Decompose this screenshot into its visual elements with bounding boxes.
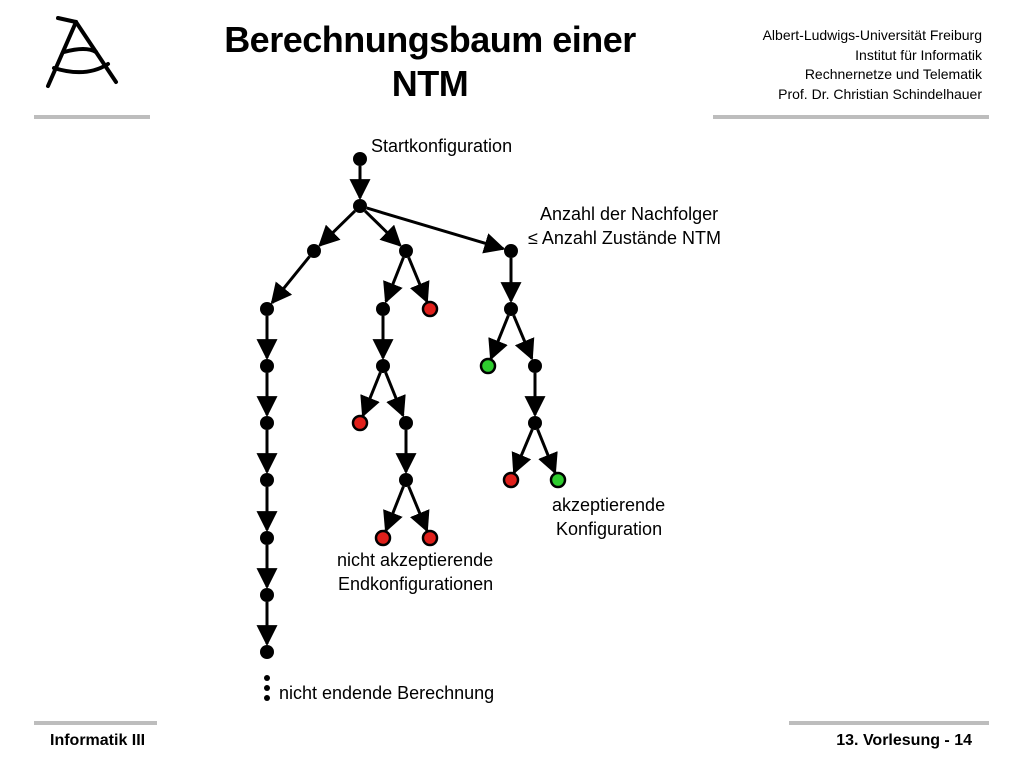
- tree-edge: [491, 315, 508, 358]
- footer-rule-right: [789, 721, 989, 725]
- footer-rule-left: [34, 721, 157, 725]
- tree-edge: [409, 486, 427, 530]
- rejecting-end-configuration-node: [423, 302, 437, 316]
- tree-edge: [386, 372, 403, 415]
- label-rejecting-line-2: Endkonfigurationen: [338, 574, 494, 594]
- tree-edge: [363, 372, 380, 415]
- configuration-node: [260, 416, 274, 430]
- slide-title-line-2: NTM: [391, 63, 469, 104]
- configuration-node: [260, 302, 274, 316]
- configuration-node: [399, 473, 413, 487]
- configuration-node: [504, 244, 518, 258]
- tree-edge: [514, 429, 532, 472]
- institution-university: Albert-Ludwigs-Universität Freiburg: [762, 27, 982, 43]
- configuration-node: [504, 302, 518, 316]
- configuration-node: [260, 359, 274, 373]
- label-accepting-line-1: akzeptierende: [552, 495, 666, 515]
- configuration-node: [528, 359, 542, 373]
- configuration-node: [376, 302, 390, 316]
- label-rejecting-line-1: nicht akzeptierende: [337, 550, 494, 570]
- configuration-node: [260, 473, 274, 487]
- label-successor-count-line-2: ≤ Anzahl Zustände NTM: [528, 228, 721, 248]
- tree-edge: [409, 257, 427, 301]
- continuation-dots: [264, 675, 270, 701]
- rejecting-end-configuration-node: [504, 473, 518, 487]
- footer-lecture: 13. Vorlesung - 14: [836, 732, 972, 749]
- configuration-node: [528, 416, 542, 430]
- label-nonterminating: nicht endende Berechnung: [279, 683, 495, 703]
- slide-title-line-1: Berechnungsbaum einer: [224, 19, 636, 60]
- configuration-node: [260, 531, 274, 545]
- accepting-configuration-node: [481, 359, 495, 373]
- footer-course: Informatik III: [50, 732, 146, 749]
- label-accepting-line-2: Konfiguration: [556, 519, 663, 539]
- configuration-node: [307, 244, 321, 258]
- label-start-configuration: Startkonfiguration: [371, 136, 513, 156]
- tree-edge: [386, 258, 403, 302]
- configuration-node: [399, 416, 413, 430]
- tree-edge: [367, 208, 504, 249]
- institution-institute: Institut für Informatik: [855, 46, 982, 63]
- configuration-node: [260, 645, 274, 659]
- rejecting-end-configuration-node: [423, 531, 437, 545]
- accepting-configuration-node: [551, 473, 565, 487]
- configuration-node: [353, 152, 367, 166]
- configuration-node: [353, 199, 367, 213]
- tree-edge: [386, 487, 403, 531]
- configuration-node: [260, 588, 274, 602]
- rejecting-end-configuration-node: [376, 531, 390, 545]
- configuration-node: [376, 359, 390, 373]
- tree-edge: [320, 211, 355, 246]
- tree-edge: [272, 256, 310, 302]
- institution-group: Rechnernetze und Telematik: [804, 66, 982, 82]
- tree-edge: [514, 315, 532, 358]
- label-successor-count-line-1: Anzahl der Nachfolger: [540, 204, 719, 224]
- tree-edge: [538, 429, 555, 472]
- tree-edges: [267, 166, 555, 644]
- institution-professor: Prof. Dr. Christian Schindelhauer: [778, 85, 982, 102]
- configuration-node: [399, 244, 413, 258]
- rejecting-end-configuration-node: [353, 416, 367, 430]
